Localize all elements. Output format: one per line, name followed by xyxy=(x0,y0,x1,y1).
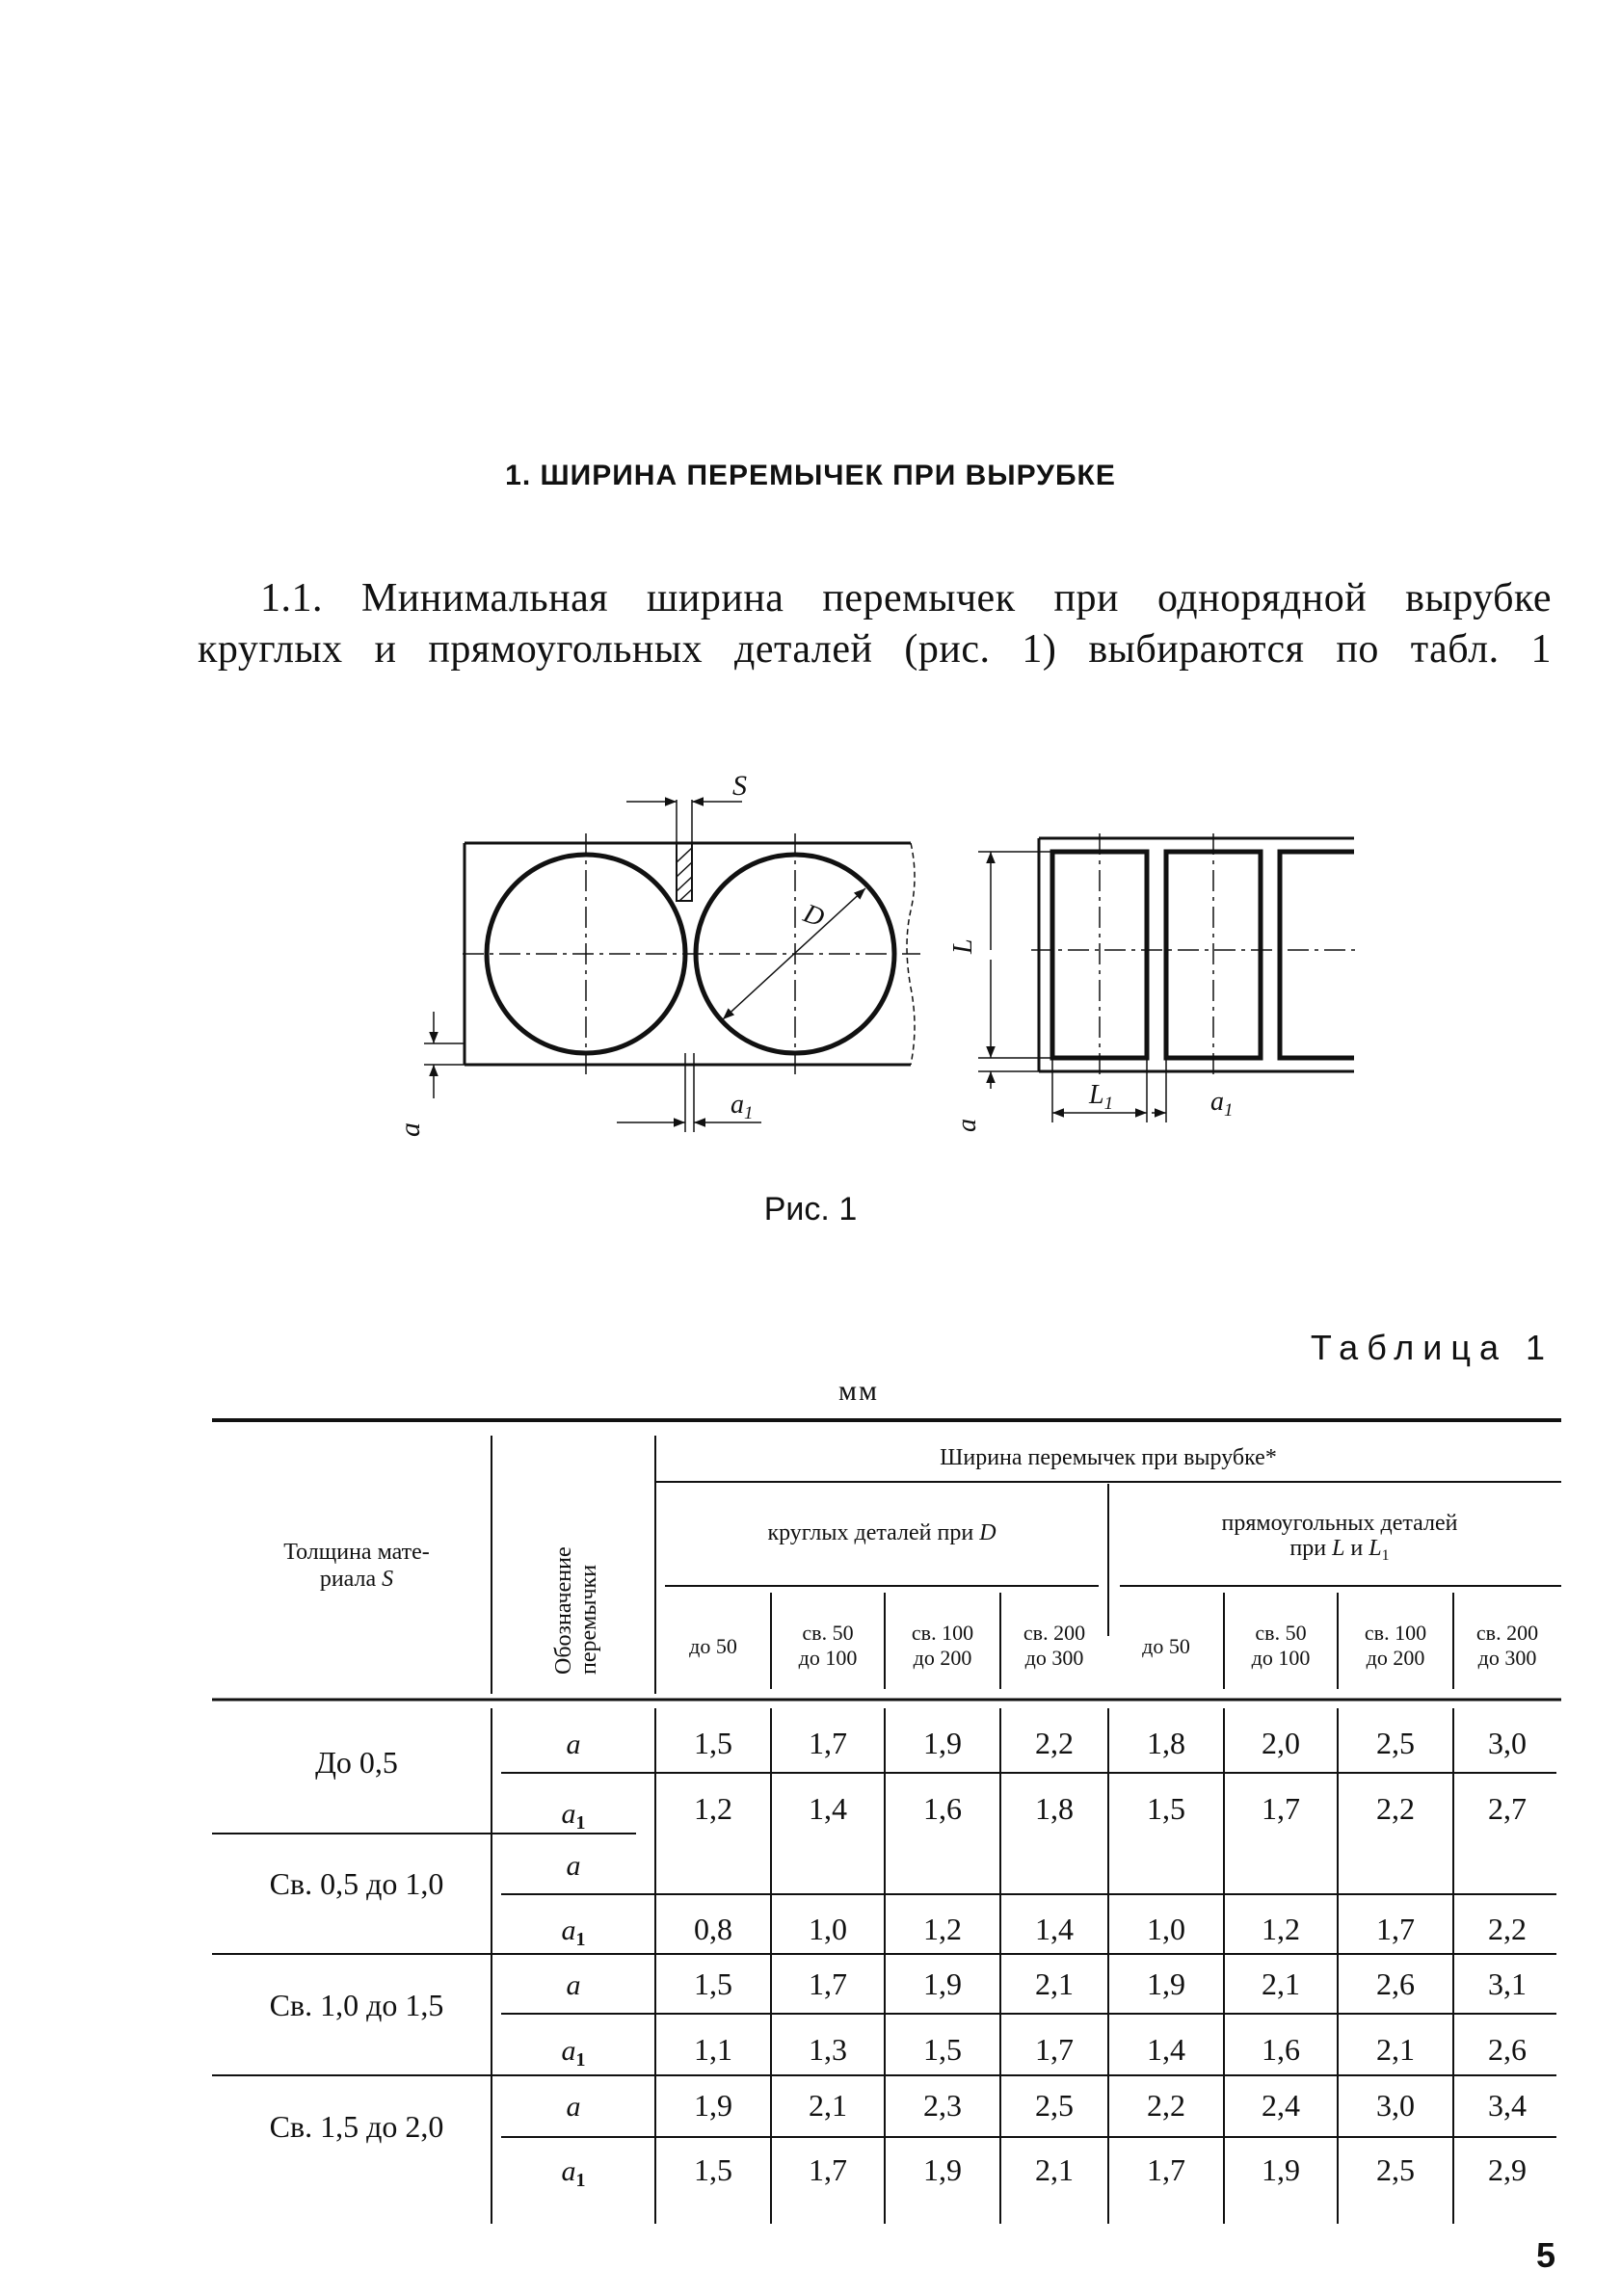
column-header-6-line1: св. 50 xyxy=(1255,1621,1307,1645)
group-thickness-2: Св. 0,5 до 1,0 xyxy=(269,1866,444,1901)
rect-part-3 xyxy=(1280,852,1354,1058)
table-cell-r3-c1: 0,8 xyxy=(694,1912,732,1946)
paragraph-line-2: круглых и прямоугольных деталей (рис. 1) выбираются по табл. 1 xyxy=(198,627,1552,672)
designation-a1-1: $a_1$ xyxy=(561,1798,586,1834)
table-cell-r4-c6: 2,1 xyxy=(1262,1966,1300,2001)
rectangular-parts-drawing xyxy=(978,833,1359,1122)
table-cell-r3-c8: 2,2 xyxy=(1488,1912,1527,1946)
table-cell-r3-c6: 1,2 xyxy=(1262,1912,1300,1946)
table-cell-r6-c6: 2,4 xyxy=(1262,2088,1300,2123)
table-cell-r1-c7: 2,5 xyxy=(1376,1726,1415,1760)
table-cell-r4-c5: 1,9 xyxy=(1147,1966,1185,2001)
table-cell-r2-c8: 2,7 xyxy=(1488,1791,1527,1826)
label-a1-left: $a_1$ xyxy=(731,1090,754,1123)
column-header-7-line2: до 200 xyxy=(1366,1646,1425,1670)
header-rect-group-line2: при L и $L_1$ xyxy=(1289,1536,1390,1564)
label-s: S xyxy=(732,770,747,802)
designation-a-4: a xyxy=(566,2091,581,2123)
table-cell-r5-c8: 2,6 xyxy=(1488,2032,1527,2067)
table-cell-r1-c3: 1,9 xyxy=(923,1726,962,1760)
table-cell-r3-c4: 1,4 xyxy=(1035,1912,1074,1946)
table-cell-r5-c6: 1,6 xyxy=(1262,2032,1300,2067)
round-parts-drawing xyxy=(424,800,920,1132)
column-headers xyxy=(689,1621,1538,1670)
section-heading: 1. ШИРИНА ПЕРЕМЫЧЕК ПРИ ВЫРУБКЕ xyxy=(505,460,1116,491)
column-header-2-line2: до 100 xyxy=(798,1646,858,1670)
table-cell-r2-c6: 1,7 xyxy=(1262,1791,1300,1826)
header-designation-line2: перемычки xyxy=(576,1564,601,1675)
table-cell-r4-c2: 1,7 xyxy=(809,1966,847,2001)
designation-a-3: a xyxy=(566,1969,581,2001)
header-designation-line1: Обозначение xyxy=(551,1546,576,1675)
table-cell-r4-c3: 1,9 xyxy=(923,1966,962,2001)
column-header-4-line2: до 300 xyxy=(1024,1646,1084,1670)
table-cell-r2-c5: 1,5 xyxy=(1147,1791,1185,1826)
table-title: Таблица 1 xyxy=(1310,1328,1554,1367)
table-cell-r1-c2: 1,7 xyxy=(809,1726,847,1760)
column-header-5-line1: до 50 xyxy=(1142,1634,1190,1658)
designation-a1-2: $a_1$ xyxy=(561,1914,586,1950)
column-header-4-line1: св. 200 xyxy=(1023,1621,1086,1645)
table-cell-r4-c7: 2,6 xyxy=(1376,1966,1415,2001)
table-cell-r6-c7: 3,0 xyxy=(1376,2088,1415,2123)
table-cell-r5-c7: 2,1 xyxy=(1376,2032,1415,2067)
label-l: L xyxy=(948,938,978,954)
header-rect-group-line1: прямоугольных деталей xyxy=(1221,1511,1458,1536)
label-a1-right: $a_1$ xyxy=(1210,1087,1234,1121)
table-cell-r6-c4: 2,5 xyxy=(1035,2088,1074,2123)
table-cell-r7-c5: 1,7 xyxy=(1147,2152,1185,2187)
table-cell-r7-c7: 2,5 xyxy=(1376,2152,1415,2187)
table-cell-r7-c6: 1,9 xyxy=(1262,2152,1300,2187)
table-body-values xyxy=(694,1726,1527,2187)
label-d: D xyxy=(799,898,829,934)
column-header-2-line1: св. 50 xyxy=(802,1621,854,1645)
column-header-3-line2: до 200 xyxy=(913,1646,972,1670)
table-cell-r6-c2: 2,1 xyxy=(809,2088,847,2123)
column-header-1-line1: до 50 xyxy=(689,1634,737,1658)
column-header-3-line1: св. 100 xyxy=(911,1621,974,1645)
table-cell-r2-c2: 1,4 xyxy=(809,1791,847,1826)
table-cell-r1-c4: 2,2 xyxy=(1035,1726,1074,1760)
table-cell-r4-c4: 2,1 xyxy=(1035,1966,1074,2001)
table-cell-r2-c3: 1,6 xyxy=(923,1791,962,1826)
column-header-8-line1: св. 200 xyxy=(1475,1621,1539,1645)
table-cell-r5-c4: 1,7 xyxy=(1035,2032,1074,2067)
table-cell-r7-c8: 2,9 xyxy=(1488,2152,1527,2187)
label-a-left: a xyxy=(394,1122,426,1137)
column-header-8-line2: до 300 xyxy=(1477,1646,1537,1670)
header-round-group: круглых деталей при D xyxy=(767,1520,997,1545)
table-cell-r5-c2: 1,3 xyxy=(809,2032,847,2067)
label-a-right: a xyxy=(952,1119,982,1132)
table-cell-r5-c5: 1,4 xyxy=(1147,2032,1185,2067)
table-cell-r7-c3: 1,9 xyxy=(923,2152,962,2187)
table-cell-r5-c3: 1,5 xyxy=(923,2032,962,2067)
table-cell-r7-c1: 1,5 xyxy=(694,2152,732,2187)
designation-a-1: a xyxy=(566,1729,581,1760)
figure-1 xyxy=(394,770,1369,1166)
table-cell-r6-c1: 1,9 xyxy=(694,2088,732,2123)
table-cell-r1-c5: 1,8 xyxy=(1147,1726,1185,1760)
label-l1: $L_1$ xyxy=(1089,1080,1114,1114)
table-cell-r3-c3: 1,2 xyxy=(923,1912,962,1946)
page-number: 5 xyxy=(1535,2235,1555,2275)
figure-caption: Рис. 1 xyxy=(763,1191,858,1227)
column-header-6-line2: до 100 xyxy=(1251,1646,1311,1670)
table-cell-r2-c1: 1,2 xyxy=(694,1791,732,1826)
table-cell-r6-c8: 3,4 xyxy=(1488,2088,1527,2123)
table-cell-r6-c5: 2,2 xyxy=(1147,2088,1185,2123)
designation-a1-3: $a_1$ xyxy=(561,2035,586,2071)
table-cell-r3-c7: 1,7 xyxy=(1376,1912,1415,1946)
header-thickness-line2: риала S xyxy=(319,1567,394,1592)
group-thickness-3: Св. 1,0 до 1,5 xyxy=(269,1988,444,2022)
header-thickness-line1: Толщина мате- xyxy=(283,1540,430,1565)
table-cell-r7-c2: 1,7 xyxy=(809,2152,847,2187)
table-cell-r1-c8: 3,0 xyxy=(1488,1726,1527,1760)
table-units: мм xyxy=(838,1375,879,1407)
table-cell-r4-c8: 3,1 xyxy=(1488,1966,1527,2001)
table-cell-r5-c1: 1,1 xyxy=(694,2032,732,2067)
designation-a-2: a xyxy=(566,1850,581,1882)
table-cell-r7-c4: 2,1 xyxy=(1035,2152,1074,2187)
table-cell-r2-c7: 2,2 xyxy=(1376,1791,1415,1826)
table-cell-r4-c1: 1,5 xyxy=(694,1966,732,2001)
header-width-group: Ширина перемычек при вырубке* xyxy=(940,1445,1277,1470)
paragraph-line-1: 1.1. Минимальная ширина перемычек при однорядной вырубке xyxy=(260,576,1552,620)
group-thickness-4: Св. 1,5 до 2,0 xyxy=(269,2109,444,2144)
table-cell-r3-c2: 1,0 xyxy=(809,1912,847,1946)
table-cell-r6-c3: 2,3 xyxy=(923,2088,962,2123)
table-cell-r2-c4: 1,8 xyxy=(1035,1791,1074,1826)
group-thickness-1: До 0,5 xyxy=(315,1745,398,1780)
table-1 xyxy=(212,1414,1561,2224)
designation-a1-4: $a_1$ xyxy=(561,2155,586,2191)
table-cell-r1-c6: 2,0 xyxy=(1262,1726,1300,1760)
table-cell-r3-c5: 1,0 xyxy=(1147,1912,1185,1946)
table-cell-r1-c1: 1,5 xyxy=(694,1726,732,1760)
column-header-7-line1: св. 100 xyxy=(1364,1621,1427,1645)
